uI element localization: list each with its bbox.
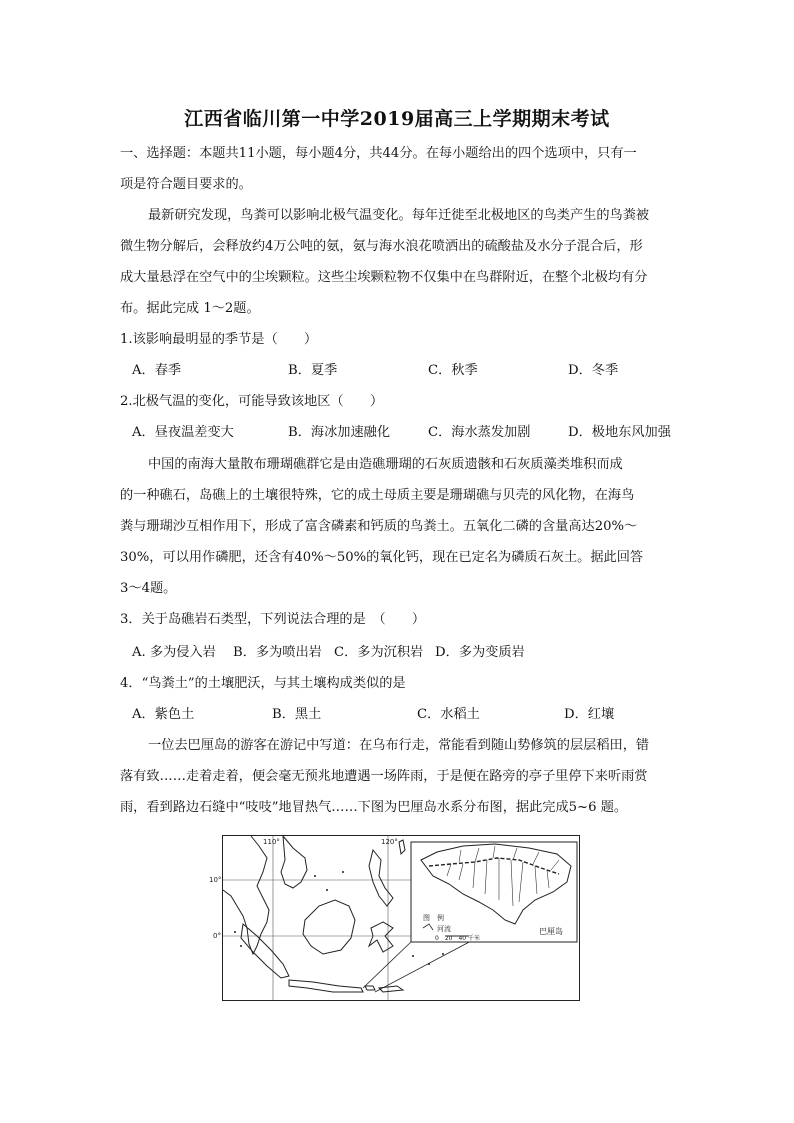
question-1-stem: 1.该影响最明显的季节是（ ） [120, 332, 318, 347]
passage-3-line: 一位去巴厘岛的游客在游记中写道：在乌布行走，常能看到随山势修筑的层层稻田，错 [148, 738, 650, 753]
legend-river-label: 河流 [437, 925, 451, 933]
passage-2-line: 30%，可以用作磷肥，还含有40%～50%的氧化钙，现在已定名为磷质石灰土。据此回答 [120, 550, 644, 565]
question-2-option-b: B．海冰加速融化 [288, 425, 391, 440]
question-3-option-c: C．多为沉积岩 [334, 645, 424, 660]
question-3-stem: 3．关于岛礁岩石类型，下列说法合理的是 （ ） [120, 612, 426, 627]
borneo-coast [303, 900, 355, 954]
bali-water-system-map [209, 835, 580, 1001]
question-2-option-c: C．海水蒸发加剧 [428, 425, 531, 440]
bali-small [365, 986, 375, 990]
passage-2-line: 3～4题。 [120, 581, 177, 596]
sunda-islands [379, 986, 403, 992]
question-2-stem: 2.北极气温的变化，可能导致该地区（ ） [120, 394, 384, 409]
philippines-coast [369, 850, 393, 906]
section-instruction-line-2: 项是符合题目要求的。 [120, 177, 252, 192]
map-drawing [209, 836, 579, 1000]
legend-title: 图 例 [423, 914, 444, 922]
question-3-option-b: B．多为喷出岩 [233, 645, 322, 660]
question-1-option-c: C．秋季 [428, 363, 478, 378]
question-4-option-a: A．紫色土 [132, 707, 195, 722]
bali-island-label: 巴厘岛 [539, 927, 563, 936]
passage-1-line: 最新研究发现，鸟粪可以影响北极气温变化。每年迁徙至北极地区的鸟类产生的鸟粪被 [148, 208, 650, 223]
sulawesi-coast [369, 922, 393, 952]
question-4-option-c: C．水稻土 [417, 707, 480, 722]
question-4-option-b: B．黑土 [272, 707, 322, 722]
scale-label: 0 20 40 千米 [435, 935, 480, 942]
lon-label-110: 110° [263, 838, 280, 846]
question-1-option-a: A．春季 [132, 363, 182, 378]
passage-2-line: 的一种礁石，岛礁上的土壤很特殊，它的成土母质主要是珊瑚礁与贝壳的风化物，在海鸟 [120, 488, 635, 503]
java-coast [289, 980, 363, 992]
lon-label-120: 120° [381, 838, 398, 846]
section-instruction-line-1: 一、选择题：本题共11小题，每小题4分，共44分。在每小题给出的四个选项中，只有一 [120, 146, 637, 161]
passage-2-line: 中国的南海大量散布珊瑚礁群它是由造礁珊瑚的石灰质遗骸和石灰质藻类堆积而成 [148, 457, 623, 472]
passage-1-line: 成大量悬浮在空气中的尘埃颗粒。这些尘埃颗粒物不仅集中在鸟群附近，在整个北极均有分 [120, 270, 648, 285]
question-4-stem: 4．“鸟粪土”的土壤肥沃，与其土壤构成类似的是 [120, 676, 406, 691]
question-3-option-d: D．多为变质岩 [435, 645, 525, 660]
question-2-option-a: A．昼夜温差变大 [132, 425, 234, 440]
lat-label-0: 0° [213, 932, 221, 940]
sumatra-coast [241, 924, 289, 978]
page-title: 江西省临川第一中学2019届高三上学期期末考试 [184, 108, 610, 130]
passage-3-line: 落有致……走着走着，便会毫无预兆地遭遇一场阵雨，于是便在路旁的亭子里停下来听雨赏 [120, 769, 648, 784]
passage-1-line: 布。据此完成 1～2题。 [120, 301, 260, 316]
passage-2-line: 粪与珊瑚沙互相作用下，形成了富含磷素和钙质的鸟粪土。五氧化二磷的含量高达20%～ [120, 519, 638, 534]
question-3-option-a: A. 多为侵入岩 [132, 645, 216, 660]
passage-1-line: 微生物分解后，会释放约4万公吨的氨，氨与海水浪花喷洒出的硫酸盐及水分子混合后，形 [120, 239, 643, 254]
lat-label-10: 10° [209, 876, 222, 884]
question-1-option-d: D．冬季 [568, 363, 619, 378]
passage-3-line: 雨，看到路边石缝中“吱吱”地冒热气……下图为巴厘岛水系分布图，据此完成5~6 题。 [120, 800, 628, 815]
question-4-option-d: D．红壤 [564, 707, 615, 722]
question-2-option-d: D．极地东风加强 [568, 425, 671, 440]
taiwan-coast [399, 840, 405, 854]
question-1-option-b: B．夏季 [288, 363, 338, 378]
